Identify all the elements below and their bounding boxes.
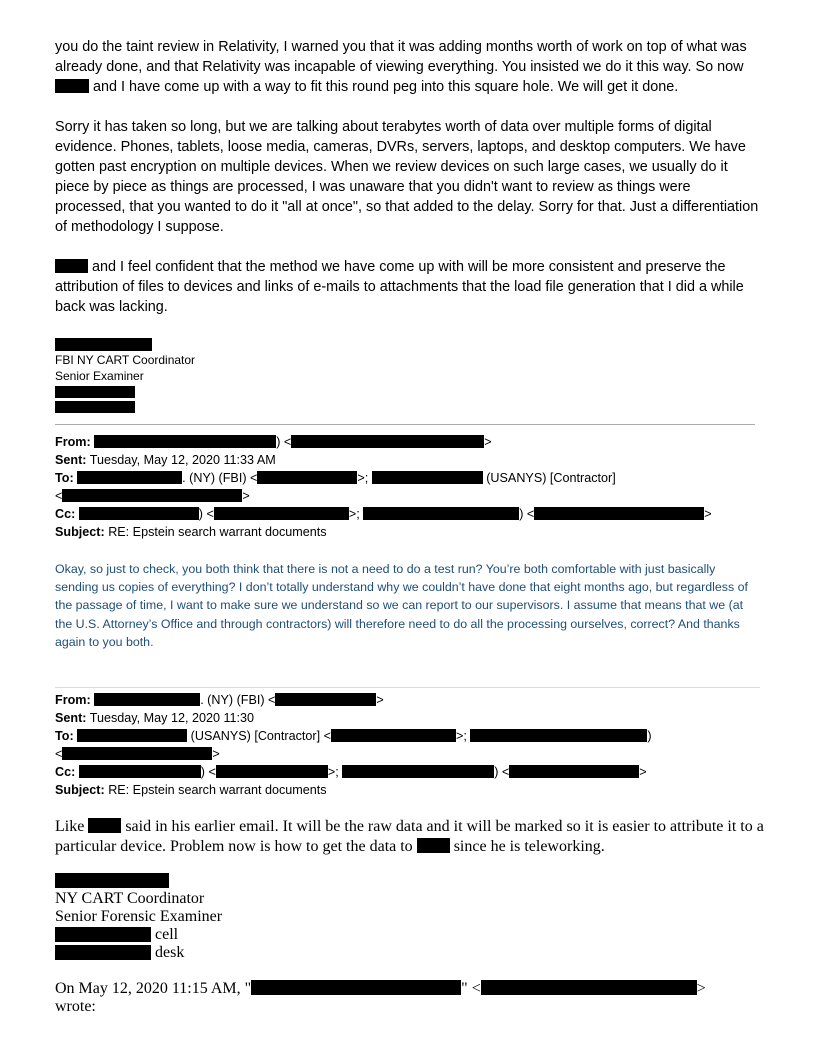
- redaction: [481, 980, 697, 995]
- email-header-1: [55, 433, 712, 541]
- header-to-cont: < >: [55, 489, 250, 503]
- redaction: [291, 435, 484, 448]
- redaction: [77, 729, 187, 742]
- redaction: [55, 386, 135, 398]
- email-body-1: [55, 37, 760, 337]
- redaction: [257, 471, 357, 484]
- divider: [55, 424, 755, 425]
- redaction: [509, 765, 639, 778]
- signature-1-role: Senior Examiner: [55, 369, 144, 383]
- redaction: [94, 435, 276, 448]
- header-from: From: ) < >: [55, 435, 492, 449]
- redaction: [62, 489, 242, 502]
- header-sent: Sent: Tuesday, May 12, 2020 11:30: [55, 711, 255, 725]
- header-cc: Cc: ) < >; ) < >: [55, 765, 647, 779]
- header-to: To: . (NY) (FBI) < >; (USANYS) [Contractor]: [55, 471, 616, 485]
- header-cc: Cc: ) < >; ) < >: [55, 507, 712, 521]
- header-from: From: . (NY) (FBI) < >: [55, 693, 384, 707]
- signature-1: [55, 338, 195, 413]
- body-1-paragraph-3: and I feel confident that the method we have come up with will be more consistent and preserve the attribution of files to devices and links of e-mails to attachments that the load file generation that I did a while back was lacking.: [55, 259, 744, 315]
- redaction: [88, 818, 121, 833]
- redaction: [55, 79, 89, 93]
- body-1-paragraph-1: you do the taint review in Relativity, I warned you that it was adding months worth of work on top of what was already done, and that Relativity was incapable of viewing everything. You insisted we do it this way. So now and I have come up with a way to fit this round peg into this square hole. We will get it done.: [55, 39, 747, 95]
- redaction: [79, 507, 199, 520]
- redaction: [77, 471, 182, 484]
- divider: [55, 687, 760, 688]
- redaction: [342, 765, 494, 778]
- header-to-cont: < >: [55, 747, 220, 761]
- redaction: [372, 471, 483, 484]
- redaction: [470, 729, 647, 742]
- redaction: [79, 765, 201, 778]
- email-header-2: [55, 691, 652, 799]
- body-1-paragraph-2: Sorry it has taken so long, but we are talking about terabytes worth of data over multiple forms of digital evidence. Phones, tablets, loose media, cameras, DVRs, servers, laptops, and desktop computers. We have gotten past encryption on multiple devices. When we review devices on such large cases, we usually do it piece by piece as things are processed, I was unaware that you didn't want to review as things were processed, that you wanted to do it "all at once", so that added to the delay. Sorry for that. Just a differentiation of methodology I suppose.: [55, 119, 759, 235]
- signature-2-cell: cell: [55, 926, 222, 944]
- email-body-3: Like said in his earlier email. It will be the raw data and it will be marked so it is easier to attribute it to a particular device. Problem now is how to get the data to since he is teleworking.: [55, 818, 764, 855]
- header-sent: Sent: Tuesday, May 12, 2020 11:33 AM: [55, 453, 276, 467]
- redaction: [214, 507, 349, 520]
- quoted-header: On May 12, 2020 11:15 AM, " " < > wrote:: [55, 980, 706, 1015]
- signature-1-title: FBI NY CART Coordinator: [55, 353, 196, 367]
- redaction: [55, 259, 88, 273]
- header-subject: Subject: RE: Epstein search warrant documents: [55, 525, 327, 539]
- signature-2: [55, 872, 222, 962]
- redaction: [216, 765, 328, 778]
- redaction: [62, 747, 212, 760]
- signature-2-role: Senior Forensic Examiner: [55, 908, 223, 925]
- header-to: To: (USANYS) [Contractor] < >; ): [55, 729, 652, 743]
- header-subject: Subject: RE: Epstein search warrant documents: [55, 783, 327, 797]
- redaction: [94, 693, 200, 706]
- signature-2-title: NY CART Coordinator: [55, 890, 205, 907]
- redaction: [55, 338, 152, 351]
- redaction: [251, 980, 461, 995]
- email-body-2: Okay, so just to check, you both think that there is not a need to do a test run? You’re both comfortable with just basically sending us copies of everything? I don’t totally understand why we couldn’t have done that eight months ago, but regardless of the passage of time, I want to make sure we understand so we can report to our supervisors. I assume that means that we (at the U.S. Attorney’s Office and through contractors) will therefore need to do all the processing ourselves, correct? And thanks again to you both.: [55, 562, 748, 649]
- redaction: [55, 401, 135, 413]
- redaction: [55, 873, 169, 888]
- signature-2-desk: desk: [55, 944, 222, 962]
- redaction: [534, 507, 704, 520]
- redaction: [331, 729, 456, 742]
- redaction: [55, 927, 151, 942]
- redaction: [417, 838, 450, 853]
- redaction: [275, 693, 376, 706]
- redaction: [363, 507, 519, 520]
- redaction: [55, 945, 151, 960]
